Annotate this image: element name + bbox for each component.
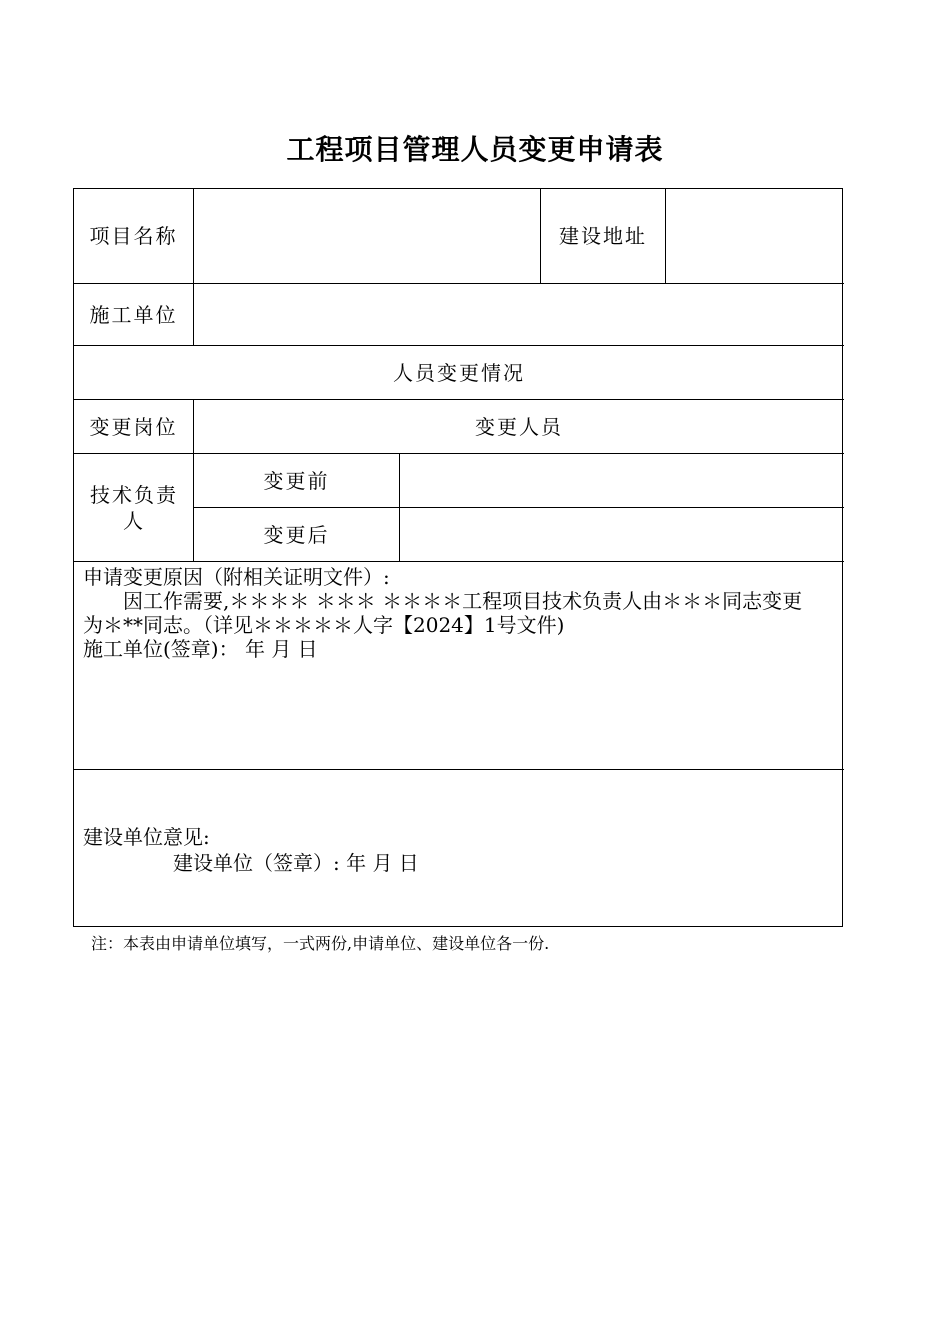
position-header: 变更岗位 xyxy=(89,414,178,439)
address-label: 建设地址 xyxy=(559,224,647,248)
after-field[interactable] xyxy=(400,508,844,561)
tech-lead-label: 技术负责人 xyxy=(90,482,178,533)
reason-line-2: 为＊**同志。（详见＊＊＊＊＊人字【2024】1号文件) xyxy=(83,613,565,637)
change-reason-block xyxy=(83,565,835,661)
project-name-field[interactable] xyxy=(194,189,540,283)
application-form-table xyxy=(73,188,843,927)
before-field[interactable] xyxy=(400,454,844,507)
person-header: 变更人员 xyxy=(475,414,563,439)
opinion-heading: 建设单位意见: xyxy=(83,825,210,849)
form-title: 工程项目管理人员变更申请表 xyxy=(286,133,664,166)
project-name-label: 项目名称 xyxy=(89,224,178,248)
reason-heading: 申请变更原因（附相关证明文件）: xyxy=(83,565,390,589)
address-field[interactable] xyxy=(666,189,844,283)
before-label: 变更前 xyxy=(263,468,330,493)
after-label: 变更后 xyxy=(263,522,330,547)
reason-line-1: 因工作需要,＊＊＊＊ ＊＊＊ ＊＊＊＊工程项目技术负责人由＊＊＊同志变更 xyxy=(83,589,803,613)
contractor-label: 施工单位 xyxy=(89,302,178,327)
owner-opinion-block xyxy=(83,824,835,876)
section-heading: 人员变更情况 xyxy=(393,360,525,385)
owner-signature-line: 建设单位（签章）: 年 月 日 xyxy=(173,851,419,875)
contractor-field[interactable] xyxy=(194,284,844,345)
contractor-signature-line: 施工单位(签章)： 年 月 日 xyxy=(83,637,318,661)
footnote: 注：本表由申请单位填写，一式两份,申请单位、建设单位各一份. xyxy=(91,934,550,953)
